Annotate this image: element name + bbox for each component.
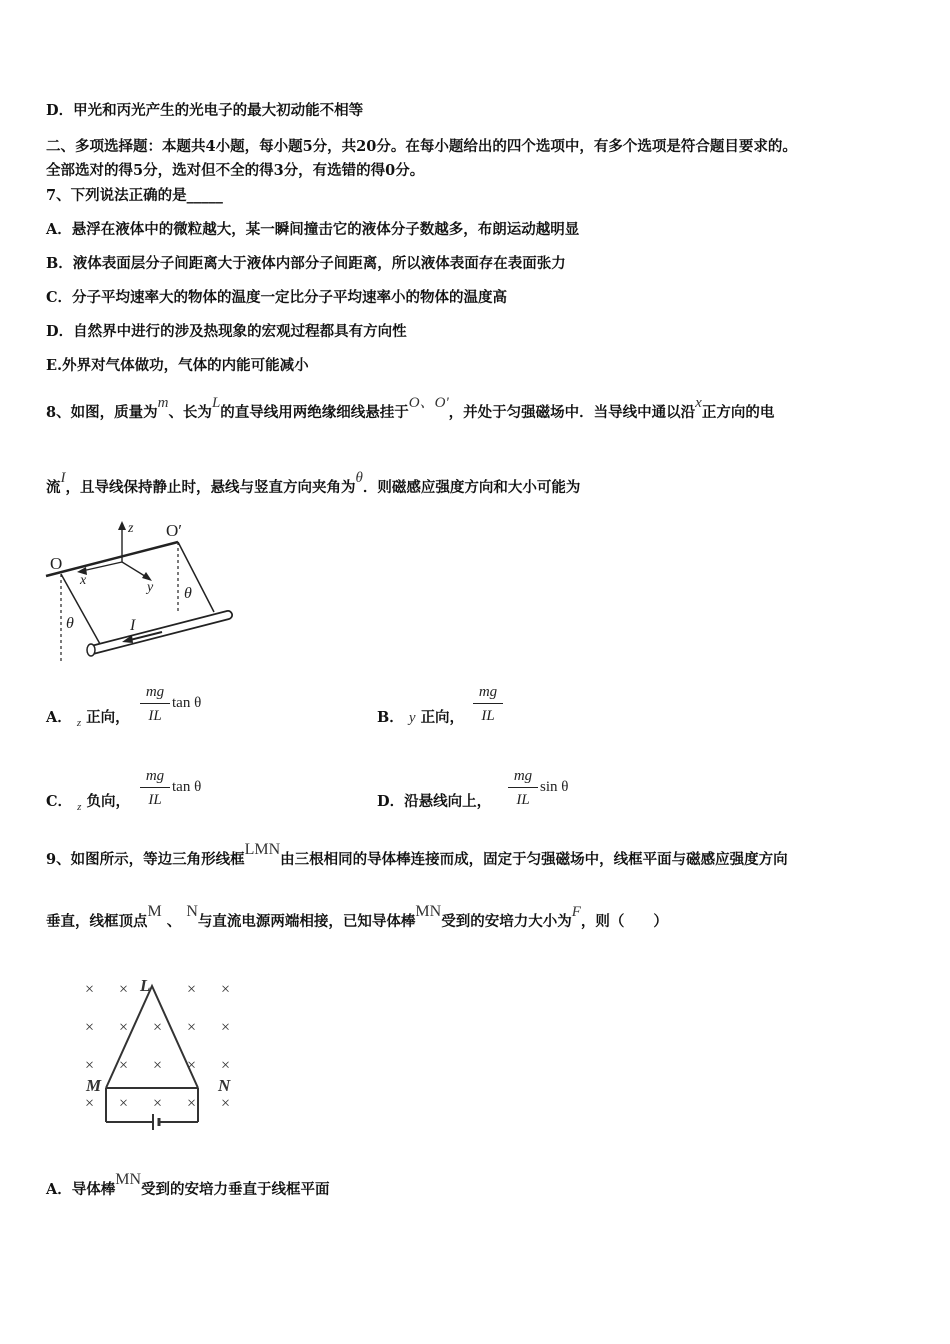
fig-label-O: O	[50, 554, 63, 573]
fig-label-x: x	[80, 573, 87, 588]
question-7-option-b: B．液体表面层分子间距离大于液体内部分子间距离，所以液体表面存在表面张力	[46, 255, 566, 272]
question-8-option-a: A． $_z$ 正向，	[46, 709, 130, 729]
field-cross: ×	[153, 1095, 163, 1112]
field-cross: ×	[221, 981, 231, 998]
question-8-option-c: C． $_z$ 负向，	[46, 793, 130, 813]
math-m: m	[157, 395, 169, 411]
field-cross: ×	[119, 981, 129, 998]
option-d-previous: D．甲光和丙光产生的光电子的最大初动能不相等	[46, 102, 364, 119]
math-theta: θ	[355, 470, 363, 486]
field-cross: ×	[153, 1019, 163, 1036]
math-LMN: LMN	[244, 841, 281, 858]
question-7-option-a: A．悬浮在液体中的微粒越大，某一瞬间撞击它的液体分子数越多，布朗运动越明显	[46, 221, 580, 238]
question-9-option-a: A．导体棒MN受到的安培力垂直于线框平面	[46, 1171, 330, 1198]
fig-label-theta-left: θ	[66, 615, 74, 632]
fig-label-theta-right: θ	[184, 585, 192, 602]
math-L: L	[211, 395, 221, 411]
fig-label-L: L	[140, 976, 151, 995]
field-cross: ×	[153, 1057, 163, 1074]
field-cross: ×	[119, 1019, 129, 1036]
field-cross: ×	[221, 1057, 231, 1074]
question-8-option-b: B． y 正向，	[377, 709, 465, 726]
question-7-option-d: D．自然界中进行的涉及热现象的宏观过程都具有方向性	[46, 323, 407, 340]
math-M: M	[147, 903, 162, 920]
math-x: x	[695, 395, 702, 411]
question-7-option-c: C．分子平均速率大的物体的温度一定比分子平均速率小的物体的温度高	[46, 289, 508, 306]
field-cross: ×	[85, 1095, 95, 1112]
section-heading-multi-choice: 二、多项选择题：本题共4小题，每小题5分，共20分。在每小题给出的四个选项中，有多个选项是符合题目要求的。	[46, 138, 797, 155]
section-scoring-note: 全部选对的得5分，选对但不全的得3分，有选错的得0分。	[46, 162, 425, 179]
math-points: O、O'	[408, 395, 449, 411]
fig-label-O-prime: O′	[166, 521, 182, 540]
field-cross: ×	[221, 1095, 231, 1112]
fig-label-z: z	[128, 521, 134, 536]
question-7-stem: 7、下列说法正确的是_____	[46, 187, 223, 204]
field-cross: ×	[119, 1057, 129, 1074]
question-9-stem-line2: 垂直，线框顶点M 、 N与直流电源两端相接，已知导体棒MN受到的安培力大小为F，则（ ）	[46, 903, 668, 930]
fig-label-y: y	[147, 580, 154, 595]
math-F: F	[571, 904, 581, 920]
fig-label-I: I	[130, 617, 136, 634]
field-cross: ×	[85, 1057, 95, 1074]
field-cross: ×	[187, 981, 197, 998]
question-8-figure	[44, 516, 244, 668]
field-cross: ×	[187, 1057, 197, 1074]
question-9-stem-line1: 9、如图所示，等边三角形线框LMN由三根相同的导体棒连接而成，固定于匀强磁场中，线框平面与磁感应强度方向	[46, 841, 788, 868]
question-7-option-e: E.外界对气体做功，气体的内能可能减小	[46, 357, 309, 374]
field-cross: ×	[85, 981, 95, 998]
field-cross: ×	[187, 1095, 197, 1112]
fig-label-N: N	[218, 1076, 231, 1095]
question-8-stem-line2: 流I，且导线保持静止时，悬线与竖直方向夹角为θ．则磁感应强度方向和大小可能为	[46, 470, 581, 496]
question-8-option-d: D．沿悬线向上，	[377, 793, 492, 810]
math-MN: MN	[415, 903, 442, 920]
math-I: I	[60, 470, 66, 486]
question-9-figure	[80, 968, 250, 1138]
field-cross: ×	[119, 1095, 129, 1112]
field-cross: ×	[221, 1019, 231, 1036]
fig-label-M: M	[86, 1076, 102, 1095]
math-N: N	[186, 903, 198, 920]
field-cross: ×	[85, 1019, 95, 1036]
field-cross: ×	[187, 1019, 197, 1036]
math-MN-option: MN	[115, 1171, 142, 1188]
question-8-stem-line1: 8、如图，质量为m、长为L的直导线用两绝缘细线悬挂于O、O'，并处于匀强磁场中．当导线中通以沿x正方向的电	[46, 395, 775, 421]
